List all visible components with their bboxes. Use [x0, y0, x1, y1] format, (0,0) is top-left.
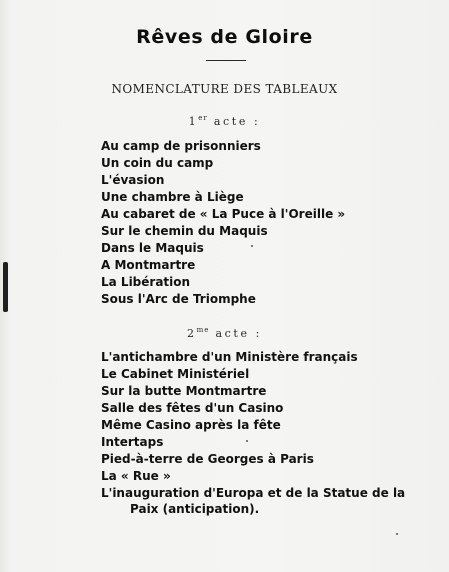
paper-speck: [396, 533, 398, 535]
list-item-line-2: Paix (anticipation).: [130, 502, 260, 516]
page-title: Rêves de Gloire: [136, 26, 313, 48]
act-1-suffix: er: [198, 114, 208, 122]
list-item: Au cabaret de « La Puce à l'Oreille »: [101, 207, 346, 221]
list-item: Dans le Maquis: [101, 241, 204, 255]
list-item: Le Cabinet Ministériel: [101, 367, 250, 381]
paper-speck: [246, 440, 248, 442]
act-1-label: acte :: [213, 115, 261, 128]
paper-speck: [251, 245, 253, 247]
title-rule: [206, 60, 246, 61]
act-2-suffix: me: [196, 326, 210, 334]
list-item: Sous l'Arc de Triomphe: [101, 292, 256, 306]
act-1-number: 1: [188, 115, 199, 128]
act-2-number: 2: [187, 327, 197, 340]
act-2-label: acte :: [215, 327, 262, 340]
list-item: L'antichambre d'un Ministère français: [101, 350, 358, 364]
list-item: Intertaps: [101, 435, 164, 449]
list-item: Pied-à-terre de Georges à Paris: [101, 452, 314, 466]
binding-mark: [3, 262, 8, 312]
list-item: [101, 485, 413, 517]
list-item: Salle des fêtes d'un Casino: [101, 401, 284, 415]
list-item: La « Rue »: [101, 469, 171, 483]
list-item: Même Casino après la fête: [101, 418, 281, 432]
list-item: Un coin du camp: [101, 156, 214, 170]
list-item: Sur le chemin du Maquis: [101, 224, 268, 238]
list-item: Une chambre à Liège: [101, 190, 244, 204]
list-item: A Montmartre: [101, 258, 196, 272]
act-2-tableaux-list: [101, 349, 413, 517]
list-item: Sur la butte Montmartre: [101, 384, 267, 398]
list-item: La Libération: [101, 275, 191, 289]
act-1-tableaux-list: [101, 138, 345, 308]
act-2-heading: [0, 326, 449, 340]
nomenclature-heading: NOMENCLATURE DES TABLEAUX: [111, 82, 338, 96]
act-1-heading: [0, 114, 449, 128]
list-item: Au camp de prisonniers: [101, 139, 261, 153]
list-item: L'évasion: [101, 173, 165, 187]
list-item-line-1: L'inauguration d'Europa et de la Statue de la: [101, 486, 406, 500]
